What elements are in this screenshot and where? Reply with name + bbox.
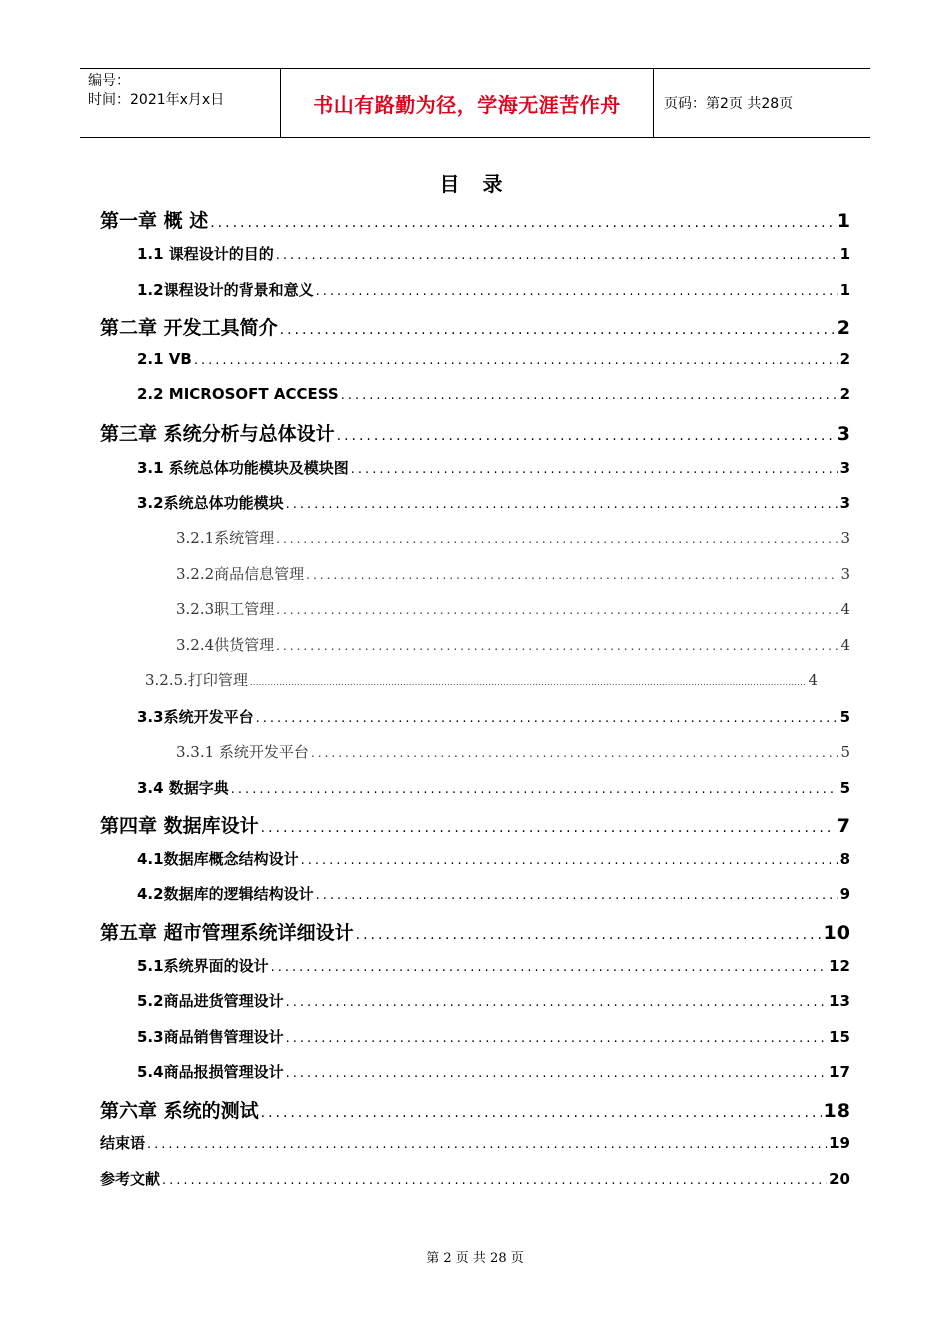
toc-entry-text: 5.4商品报损管理设计 xyxy=(137,1063,284,1081)
toc-entry-page: 8 xyxy=(839,850,850,868)
toc-entry-page: 19 xyxy=(829,1134,850,1152)
toc-leader xyxy=(351,462,838,477)
toc-entry-page: 7 xyxy=(836,815,850,837)
toc-entry-page: 3 xyxy=(839,459,850,477)
toc-entry[interactable] xyxy=(176,634,850,655)
toc-entry-text: 第四章 数据库设计 xyxy=(100,815,259,837)
page-footer: 第 2 页 共 28 页 xyxy=(426,1251,524,1266)
toc-leader xyxy=(210,215,835,231)
toc-entry[interactable] xyxy=(100,811,850,838)
toc-leader xyxy=(271,960,828,975)
toc-entry[interactable] xyxy=(176,598,850,619)
header-time-label: 时间：2021年x月x日 xyxy=(88,92,225,108)
toc-title: 目 录 xyxy=(439,172,511,196)
toc-entry-page: 18 xyxy=(823,1100,850,1122)
toc-entry-page: 4 xyxy=(840,600,850,618)
toc-leader xyxy=(276,248,838,263)
toc-entry-text: 3.2.3职工管理 xyxy=(176,600,275,618)
toc-entry-page: 20 xyxy=(829,1170,850,1188)
toc-leader xyxy=(286,1066,828,1081)
header-page-label: 页码：第2页 共28页 xyxy=(664,96,794,112)
toc-leader xyxy=(261,1105,822,1121)
toc-leader xyxy=(286,1031,828,1046)
toc-entry-page: 5 xyxy=(840,743,850,761)
toc-entry-text: 3.2.1系统管理 xyxy=(176,529,275,547)
toc-entry-text: 3.4 数据字典 xyxy=(137,779,229,797)
toc-entry-page: 1 xyxy=(839,245,850,263)
page-header xyxy=(80,68,870,138)
toc-entry-text: 3.3系统开发平台 xyxy=(137,708,254,726)
toc-entry-text: 1.1 课程设计的目的 xyxy=(137,245,274,263)
toc-leader xyxy=(316,284,838,299)
toc-entry-text: 5.1系统界面的设计 xyxy=(137,957,269,975)
toc-leader xyxy=(341,388,838,403)
toc-entry-text: 3.2.2商品信息管理 xyxy=(176,565,305,583)
toc-entry-page: 3 xyxy=(836,423,850,445)
toc-leader xyxy=(286,497,838,512)
toc-entry-page: 5 xyxy=(839,779,850,797)
toc-entry-page: 1 xyxy=(836,210,850,232)
toc-entry[interactable] xyxy=(137,350,850,368)
toc-entry-page: 4 xyxy=(808,671,818,689)
toc-leader xyxy=(250,678,807,687)
toc-leader xyxy=(276,532,838,546)
toc-leader xyxy=(286,995,828,1010)
toc-entry[interactable] xyxy=(137,279,850,300)
toc-leader xyxy=(306,568,838,582)
toc-leader xyxy=(337,428,835,444)
toc-entry-text: 5.2商品进货管理设计 xyxy=(137,992,284,1010)
toc-entry-page: 5 xyxy=(839,708,850,726)
toc-entry[interactable] xyxy=(100,918,850,945)
toc-entry[interactable] xyxy=(137,883,850,904)
toc-entry-page: 17 xyxy=(829,1063,850,1081)
header-number-label: 编号： xyxy=(88,73,130,89)
toc-entry-page: 9 xyxy=(839,885,850,903)
toc-leader xyxy=(261,820,835,836)
toc-entry-page: 3 xyxy=(840,565,850,583)
toc-entry-text: 第二章 开发工具简介 xyxy=(100,317,278,339)
toc-entry[interactable] xyxy=(100,1168,850,1189)
toc-leader xyxy=(231,782,838,797)
toc-entry-text: 3.3.1 系统开发平台 xyxy=(176,743,309,761)
toc-entry-text: 3.1 系统总体功能模块及模块图 xyxy=(137,459,349,477)
header-meta xyxy=(80,69,281,137)
toc-entry-page: 13 xyxy=(829,992,850,1010)
toc-entry[interactable] xyxy=(137,955,850,976)
toc-entry-page: 2 xyxy=(836,317,850,339)
toc-entry-text: 第三章 系统分析与总体设计 xyxy=(100,423,335,445)
toc-entry[interactable] xyxy=(100,313,850,340)
toc-entry[interactable] xyxy=(145,669,818,690)
toc-leader xyxy=(356,927,822,943)
toc-entry-page: 12 xyxy=(829,957,850,975)
toc-entry[interactable] xyxy=(137,777,850,798)
toc-entry-page: 10 xyxy=(823,922,850,944)
toc-entry-text: 2.2 MICROSOFT ACCESS xyxy=(137,385,339,403)
toc-leader xyxy=(276,603,838,617)
toc-entry[interactable] xyxy=(137,1026,850,1047)
toc-leader xyxy=(194,353,838,368)
toc-entry-text: 结束语 xyxy=(100,1134,146,1152)
toc-entry[interactable] xyxy=(176,527,850,548)
toc-leader xyxy=(162,1173,827,1188)
toc-entry[interactable] xyxy=(137,243,850,264)
toc-entry[interactable] xyxy=(137,385,850,403)
toc-leader xyxy=(316,888,838,903)
toc-leader xyxy=(311,746,839,760)
toc-leader xyxy=(256,711,838,726)
toc-entry[interactable] xyxy=(137,457,850,478)
toc-leader xyxy=(276,639,838,653)
toc-entry-page: 3 xyxy=(839,494,850,512)
toc-leader xyxy=(280,322,835,338)
toc-entry-text: 参考文献 xyxy=(100,1170,161,1188)
toc-entry-text: 2.1 VB xyxy=(137,350,192,368)
toc-entry[interactable] xyxy=(137,990,850,1011)
toc-entry-text: 5.3商品销售管理设计 xyxy=(137,1028,284,1046)
toc-entry[interactable] xyxy=(176,741,850,762)
toc-entry-page: 2 xyxy=(839,350,850,368)
toc-entry-text: 第五章 超市管理系统详细设计 xyxy=(100,922,354,944)
toc-entry-page: 3 xyxy=(840,529,850,547)
toc-entry[interactable] xyxy=(100,419,850,446)
toc-entry-text: 4.1数据库概念结构设计 xyxy=(137,850,299,868)
toc-entry-text: 3.2.5.打印管理 xyxy=(145,671,248,689)
toc-entry-text: 4.2数据库的逻辑结构设计 xyxy=(137,885,314,903)
toc-entry[interactable] xyxy=(100,206,850,233)
toc-entry[interactable] xyxy=(137,492,850,513)
toc-entry-page: 4 xyxy=(840,636,850,654)
toc-entry-page: 2 xyxy=(839,385,850,403)
toc-entry-text: 第一章 概 述 xyxy=(100,210,209,232)
header-motto: 书山有路勤为径，学海无涯苦作舟 xyxy=(281,69,654,137)
toc-entry[interactable] xyxy=(137,706,850,727)
toc-entry-text: 3.2.4供货管理 xyxy=(176,636,275,654)
toc-entry-text: 3.2系统总体功能模块 xyxy=(137,494,284,512)
toc-leader xyxy=(147,1137,827,1152)
toc-entry[interactable] xyxy=(100,1132,850,1153)
toc-entry[interactable] xyxy=(176,563,850,584)
toc-entry-text: 1.2课程设计的背景和意义 xyxy=(137,281,314,299)
toc-entry[interactable] xyxy=(137,848,850,869)
toc-entry[interactable] xyxy=(100,1096,850,1123)
toc-entry-page: 15 xyxy=(829,1028,850,1046)
toc-entry[interactable] xyxy=(137,1061,850,1082)
toc-leader xyxy=(301,853,838,868)
toc-entry-page: 1 xyxy=(839,281,850,299)
toc-entry-text: 第六章 系统的测试 xyxy=(100,1100,259,1122)
